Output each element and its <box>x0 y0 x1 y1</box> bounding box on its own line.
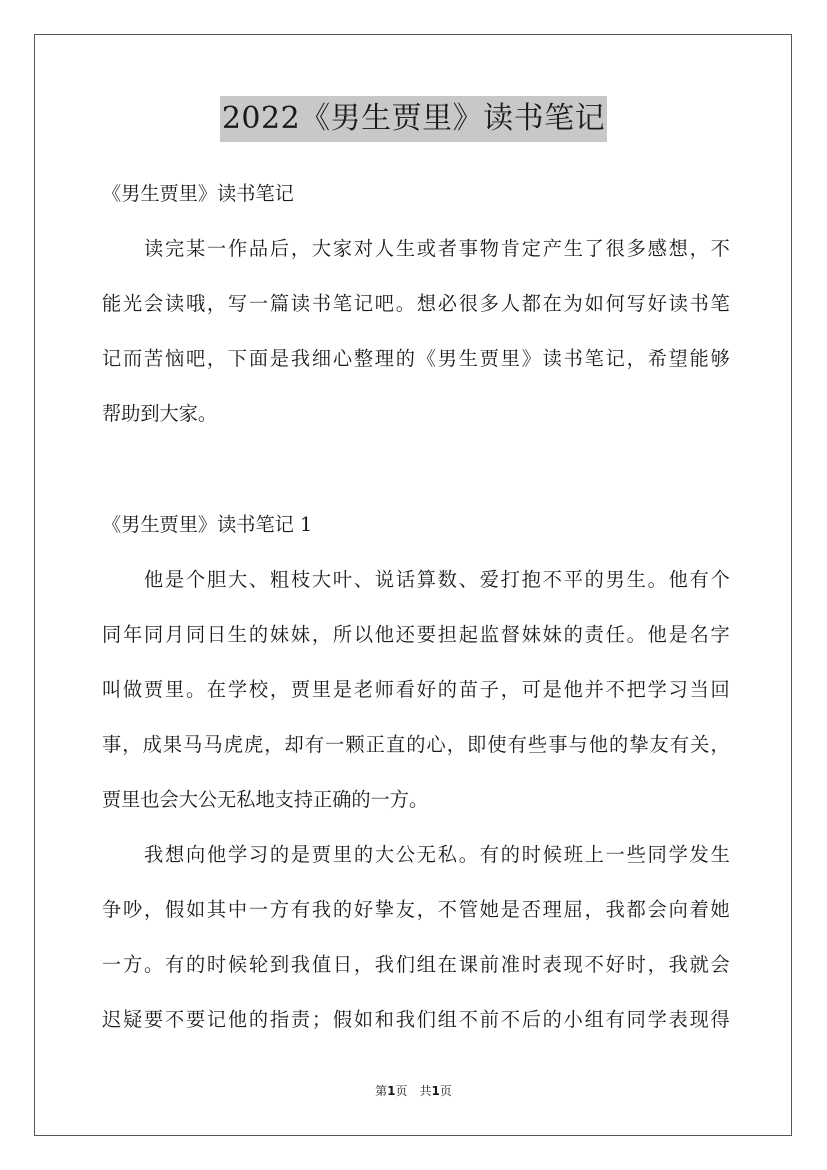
paragraph-line: 叫 做 贾 里 。 在 学 校 ， 贾 里 是 老 师 看 好 的 苗 子 ， 可 是 他 并 不 把 学 习 当 回 <box>102 678 730 701</box>
paragraph-line: 我 想 向 他 学 习 的 是 贾 里 的 大 公 无 私 。 有 的 时 候 班 上 一 些 同 学 发 生 <box>144 843 730 866</box>
paragraph-line: 争 吵 ， 假 如 其 中 一 方 有 我 的 好 挚 友 ， 不 管 她 是 否 理 屈 ， 我 都 会 向 着 她 <box>102 898 730 921</box>
intro-line: 帮助到大家。 <box>102 402 218 425</box>
title-wrap <box>0 96 827 142</box>
page-footer <box>0 1082 827 1100</box>
page-label-mid: 页 共 <box>395 1084 432 1098</box>
page-total: 1 <box>431 1084 440 1098</box>
paragraph-line: 贾里也会大公无私地支持正确的一方。 <box>102 788 429 811</box>
page-current: 1 <box>387 1084 396 1098</box>
intro-line: 能 光 会 读 哦 ， 写 一 篇 读 书 笔 记 吧 。 想 必 很 多 人 都 在 为 如 何 写 好 读 书 笔 <box>102 292 730 315</box>
page-label-suffix: 页 <box>439 1084 452 1098</box>
intro-line: 读 完 某 一 作 品 后 ， 大 家 对 人 生 或 者 事 物 肯 定 产 生 了 很 多 感 想 ， 不 <box>144 237 730 260</box>
document-subtitle: 《男生贾里》读书笔记 <box>102 182 294 205</box>
paragraph-line: 他 是 个 胆 大 、 粗 枝 大 叶 、 说 话 算 数 、 爱 打 抱 不 平 的 男 生 。 他 有 个 <box>144 568 730 591</box>
paragraph-line: 事 ， 成 果 马 马 虎 虎 ， 却 有 一 颗 正 直 的 心 ， 即 使 有 些 事 与 他 的 挚 友 有 关 ， <box>102 733 730 756</box>
paragraph-line: 迟 疑 要 不 要 记 他 的 指 责 ； 假 如 和 我 们 组 不 前 不 后 的 小 组 有 同 学 表 现 得 <box>102 1008 730 1031</box>
document-body <box>102 166 730 1047</box>
paragraph-line: 同 年 同 月 同 日 生 的 妹 妹 ， 所 以 他 还 要 担 起 监 督 妹 妹 的 责 任 。 他 是 名 字 <box>102 623 730 646</box>
document-title: 2022《男生贾里》读书笔记 <box>220 96 607 142</box>
paragraph-line: 一 方 。 有 的 时 候 轮 到 我 值 日 ， 我 们 组 在 课 前 准 时 表 现 不 好 时 ， 我 就 会 <box>102 953 730 976</box>
intro-line: 记 而 苦 恼 吧 ， 下 面 是 我 细 心 整 理 的 《 男 生 贾 里 》 读 书 笔 记 ， 希 望 能 够 <box>102 347 730 370</box>
paragraph-gap <box>102 441 730 497</box>
section-heading: 《男生贾里》读书笔记 1 <box>102 513 313 536</box>
page-label-prefix: 第 <box>375 1084 388 1098</box>
